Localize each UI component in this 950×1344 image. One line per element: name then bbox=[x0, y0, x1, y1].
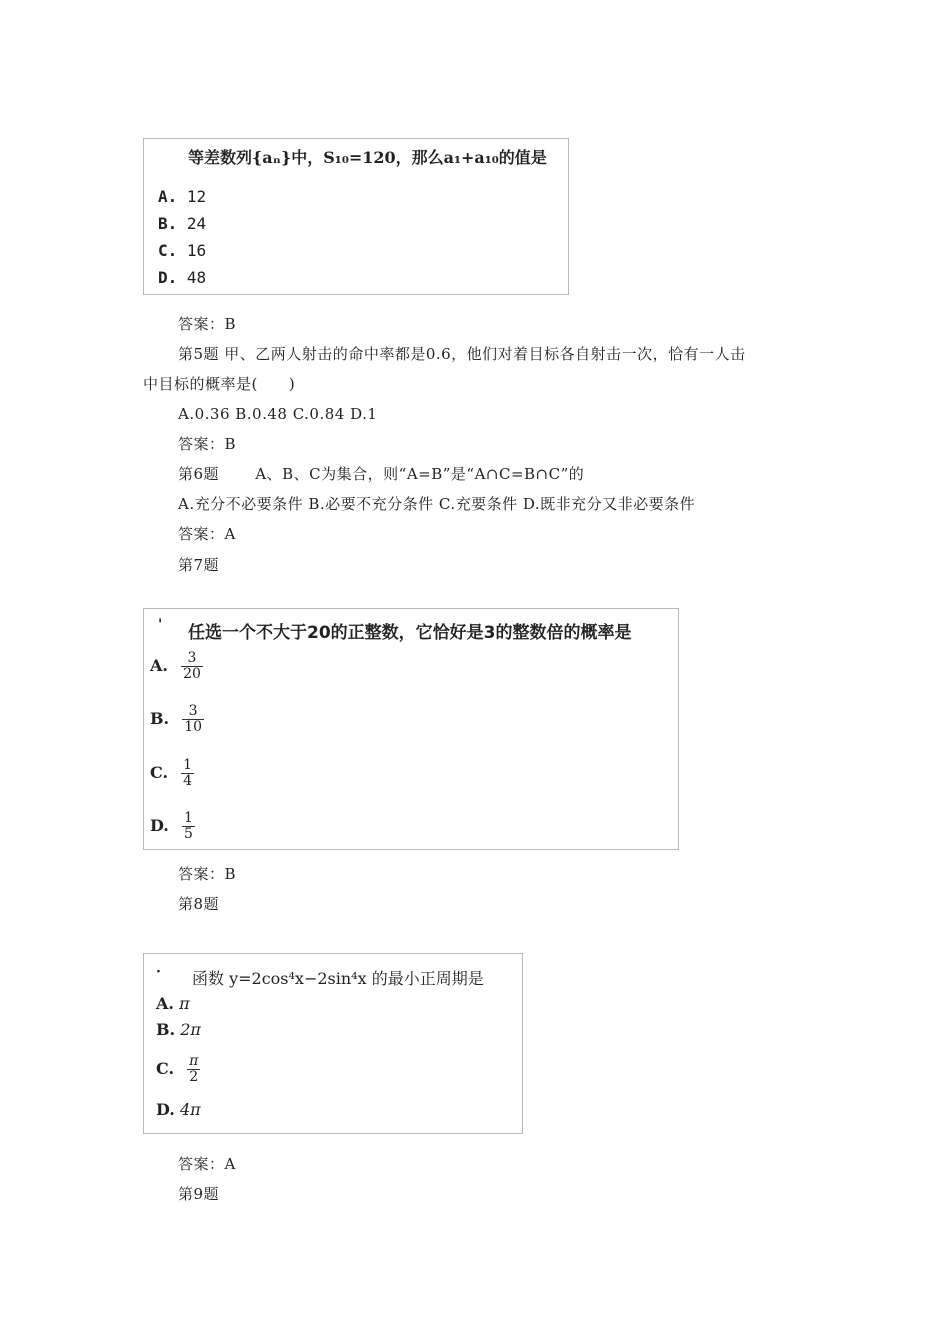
fraction bbox=[181, 651, 203, 682]
option-label: C. bbox=[158, 241, 178, 260]
question-7-text: 任选一个不大于20的正整数，它恰好是3的整数倍的概率是 bbox=[188, 623, 632, 643]
fraction bbox=[182, 811, 195, 842]
question-8-answer: 答案：A bbox=[178, 1155, 236, 1173]
option-label: D. bbox=[150, 816, 169, 835]
question-4-option-b bbox=[158, 214, 206, 233]
fraction-denominator: 20 bbox=[183, 666, 201, 682]
question-5-text-line-1: 第5题 甲、乙两人射击的命中率都是0.6，他们对着目标各自射击一次，恰有一人击 bbox=[178, 345, 746, 363]
fraction bbox=[187, 1054, 200, 1085]
question-5-text-line-2: 中目标的概率是( ) bbox=[143, 375, 296, 393]
question-7-title: 第7题 bbox=[178, 556, 220, 574]
fraction-denominator: 5 bbox=[183, 826, 193, 842]
option-value: 48 bbox=[186, 268, 207, 287]
question-7-image bbox=[143, 608, 679, 850]
bullet-mark: · bbox=[156, 964, 161, 980]
option-label: A. bbox=[150, 656, 168, 675]
question-4-option-a bbox=[158, 187, 206, 206]
fraction bbox=[182, 704, 204, 735]
option-label: D. bbox=[158, 268, 178, 287]
question-6-text: 第6题 A、B、C为集合，则“A=B”是“A∩C=B∩C”的 bbox=[178, 465, 585, 483]
option-label: A. bbox=[158, 187, 178, 206]
fraction-numerator: π bbox=[189, 1053, 199, 1069]
option-label: A. bbox=[156, 994, 174, 1013]
fraction-numerator: 3 bbox=[188, 703, 198, 719]
question-8-option-a bbox=[156, 994, 190, 1013]
question-4-image bbox=[143, 138, 569, 295]
option-label: B. bbox=[150, 709, 170, 728]
question-4-text: 等差数列{aₙ}中，S₁₀=120，那么a₁+a₁₀的值是 bbox=[188, 148, 547, 167]
fraction-denominator: 2 bbox=[189, 1069, 199, 1085]
bullet-mark: ' bbox=[158, 617, 163, 633]
question-6-options: A.充分不必要条件 B.必要不充分条件 C.充要条件 D.既非充分又非必要条件 bbox=[178, 495, 696, 513]
option-label: B. bbox=[158, 214, 178, 233]
fraction-denominator: 4 bbox=[183, 773, 193, 789]
option-value: 12 bbox=[186, 187, 207, 206]
question-4-option-c bbox=[158, 241, 206, 260]
question-7-option-c bbox=[150, 758, 194, 789]
option-label: C. bbox=[156, 1059, 175, 1078]
question-8-option-d bbox=[156, 1100, 201, 1119]
fraction-numerator: 1 bbox=[183, 757, 193, 773]
question-7-option-d bbox=[150, 811, 195, 842]
question-6-answer: 答案：A bbox=[178, 525, 236, 543]
option-label: B. bbox=[156, 1020, 176, 1039]
question-8-image bbox=[143, 953, 523, 1134]
question-4-answer: 答案：B bbox=[178, 315, 237, 333]
question-5-answer: 答案：B bbox=[178, 435, 237, 453]
option-value: 24 bbox=[186, 214, 207, 233]
question-8-text: 函数 y=2cos⁴x−2sin⁴x 的最小正周期是 bbox=[192, 969, 484, 988]
question-8-title: 第8题 bbox=[178, 895, 220, 913]
question-8-option-c bbox=[156, 1054, 200, 1085]
fraction-denominator: 10 bbox=[184, 719, 203, 735]
question-7-option-b bbox=[150, 704, 204, 735]
fraction-numerator: 3 bbox=[187, 650, 197, 666]
question-4-option-d bbox=[158, 268, 206, 287]
question-9-title: 第9题 bbox=[178, 1185, 220, 1203]
fraction-numerator: 1 bbox=[183, 810, 193, 826]
option-value: 4π bbox=[179, 1100, 201, 1119]
fraction bbox=[181, 758, 194, 789]
question-7-answer: 答案：B bbox=[178, 865, 237, 883]
question-8-option-b bbox=[156, 1020, 201, 1039]
option-value: 2π bbox=[180, 1020, 201, 1039]
option-label: D. bbox=[156, 1100, 175, 1119]
option-value: π bbox=[179, 994, 190, 1013]
question-5-options: A.0.36 B.0.48 C.0.84 D.1 bbox=[178, 405, 378, 423]
option-value: 16 bbox=[186, 241, 207, 260]
option-label: C. bbox=[150, 763, 169, 782]
question-7-option-a bbox=[150, 651, 203, 682]
